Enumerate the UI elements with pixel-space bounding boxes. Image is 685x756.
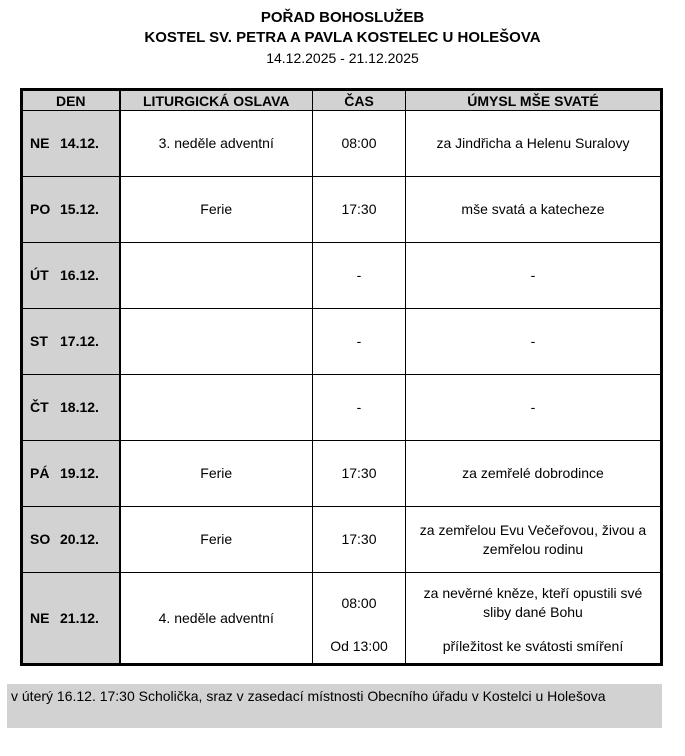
intention-entry: příležitost ke svátosti smíření [442, 637, 624, 654]
day-cell [22, 573, 120, 665]
day-cell [22, 441, 120, 507]
time-cell: - [313, 375, 406, 441]
table-row [22, 441, 662, 507]
celebration-cell: Ferie [120, 507, 313, 573]
day-abbrev: NE [30, 135, 50, 152]
column-header-cas: ČAS [313, 90, 406, 111]
day-date: 19.12. [60, 465, 99, 482]
day-cell [22, 177, 120, 243]
time-entry: Od 13:00 [330, 637, 388, 654]
day-abbrev: SO [30, 531, 51, 548]
day-cell [22, 309, 120, 375]
intention-cell [406, 573, 662, 665]
day-date: 16.12. [60, 267, 99, 284]
day-cell [22, 243, 120, 309]
time-cell: 17:30 [313, 177, 406, 243]
celebration-cell: Ferie [120, 441, 313, 507]
intention-cell: mše svatá a katecheze [406, 177, 662, 243]
intention-cell: - [406, 309, 662, 375]
day-date: 18.12. [60, 399, 99, 416]
day-abbrev: ČT [30, 399, 49, 416]
time-cell: 17:30 [313, 507, 406, 573]
column-header-liturgicka-oslava: LITURGICKÁ OSLAVA [120, 90, 313, 111]
date-range: 14.12.2025 - 21.12.2025 [266, 50, 419, 66]
time-cell: - [313, 243, 406, 309]
day-date: 14.12. [60, 135, 99, 152]
day-date: 15.12. [60, 201, 99, 218]
day-abbrev: ST [30, 333, 48, 350]
column-header-umysl: ÚMYSL MŠE SVATÉ [406, 90, 662, 111]
day-cell [22, 111, 120, 177]
intention-cell: - [406, 375, 662, 441]
time-entry: 08:00 [341, 594, 377, 611]
celebration-cell [120, 243, 313, 309]
column-header-den: DEN [22, 90, 120, 111]
intention-cell: za zemřelé dobrodince [406, 441, 662, 507]
day-abbrev: ÚT [30, 267, 49, 284]
celebration-cell: 4. neděle adventní [120, 573, 313, 665]
table-row [22, 309, 662, 375]
intention-cell: za Jindřicha a Helenu Suralovy [406, 111, 662, 177]
intention-cell: za zemřelou Evu Večeřovou, živou a zemřelou rodinu [406, 507, 662, 573]
table-row [22, 111, 662, 177]
table-row [22, 573, 662, 665]
day-date: 20.12. [60, 531, 99, 548]
table-row [22, 507, 662, 573]
page-title: POŘAD BOHOSLUŽEB [260, 9, 425, 26]
time-cell: - [313, 309, 406, 375]
intention-entry: za nevěrné kněze, kteří opustili své sliby dané Bohu [423, 585, 643, 620]
day-date: 21.12. [60, 609, 99, 626]
celebration-cell [120, 309, 313, 375]
table-row [22, 375, 662, 441]
table-row [22, 177, 662, 243]
day-cell [22, 507, 120, 573]
document-header [0, 0, 685, 69]
day-abbrev: PO [30, 201, 51, 218]
celebration-cell: 3. neděle adventní [120, 111, 313, 177]
schedule-body [22, 111, 662, 665]
celebration-cell [120, 375, 313, 441]
time-cell: 17:30 [313, 441, 406, 507]
intention-cell: - [406, 243, 662, 309]
schedule-table [20, 88, 663, 666]
day-cell [22, 375, 120, 441]
footer-note: v úterý 16.12. 17:30 Scholička, sraz v zasedací místnosti Obecního úřadu v Kostelci u Holešova [7, 684, 662, 728]
time-entries [316, 575, 402, 661]
table-row [22, 243, 662, 309]
celebration-cell: Ferie [120, 177, 313, 243]
day-abbrev: NE [30, 609, 50, 626]
church-subtitle: KOSTEL SV. PETRA A PAVLA KOSTELEC U HOLEŠOVA [144, 29, 541, 46]
table-header-row [22, 90, 662, 111]
time-cell [313, 573, 406, 665]
intention-entries [409, 575, 657, 661]
day-abbrev: PÁ [30, 465, 50, 482]
day-date: 17.12. [60, 333, 99, 350]
time-cell: 08:00 [313, 111, 406, 177]
